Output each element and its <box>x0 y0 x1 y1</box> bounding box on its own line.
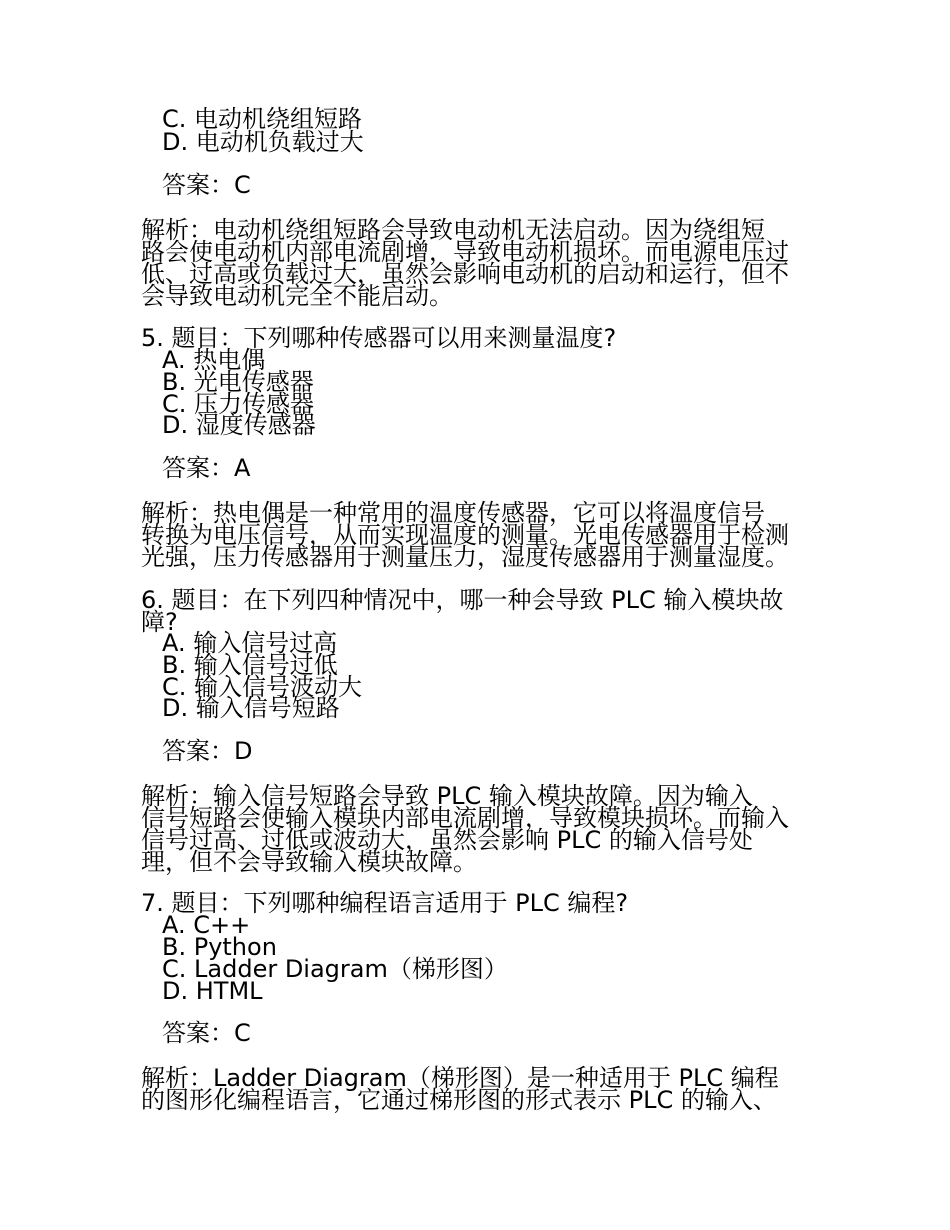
analysis-line: 解析：输入信号短路会导致 PLC 输入模块故障。因为输入 <box>141 782 753 810</box>
question-title-line: 障? <box>141 608 178 636</box>
analysis-line: 信号短路会使输入模块内部电流剧增，导致模块损坏。而输入 <box>141 804 789 832</box>
option-d: D. 电动机负载过大 <box>162 128 364 156</box>
option-d: D. 湿度传感器 <box>162 411 316 439</box>
option-c: C. 输入信号波动大 <box>162 673 363 701</box>
analysis-line: 低、过高或负载过大，虽然会影响电动机的启动和运行，但不 <box>141 260 789 288</box>
analysis-line: 的图形化编程语言，它通过梯形图的形式表示 PLC 的输入、 <box>141 1086 777 1114</box>
option-b: B. 光电传感器 <box>162 368 314 396</box>
option-d: D. HTML <box>162 977 263 1005</box>
analysis-line: 解析：Ladder Diagram（梯形图）是一种适用于 PLC 编程 <box>141 1064 779 1092</box>
question-title: 7. 题目：下列哪种编程语言适用于 PLC 编程? <box>141 889 629 917</box>
answer: 答案：C <box>162 1019 251 1047</box>
analysis <box>141 1064 821 1114</box>
question-title: 5. 题目：下列哪种传感器可以用来测量温度? <box>141 324 617 352</box>
option-a: A. 输入信号过高 <box>162 629 338 657</box>
analysis-line: 信号过高、过低或波动大，虽然会影响 PLC 的输入信号处 <box>141 826 753 854</box>
option-d: D. 输入信号短路 <box>162 694 340 722</box>
option-a: A. 热电偶 <box>162 346 266 374</box>
option-c: C. Ladder Diagram（梯形图） <box>162 955 508 983</box>
answer: 答案：A <box>162 454 251 482</box>
answer: 答案：C <box>162 171 251 199</box>
analysis <box>141 499 821 571</box>
analysis-line: 路会使电动机内部电流剧增，导致电动机损坏。而电源电压过 <box>141 238 789 266</box>
analysis-line: 会导致电动机完全不能启动。 <box>141 282 453 310</box>
option-b: B. Python <box>162 933 277 961</box>
analysis-line: 解析：电动机绕组短路会导致电动机无法启动。因为绕组短 <box>141 216 765 244</box>
analysis <box>141 216 821 310</box>
question-title-line: 6. 题目：在下列四种情况中，哪一种会导致 PLC 输入模块故 <box>141 586 784 614</box>
answer: 答案：D <box>162 737 253 765</box>
analysis-line: 转换为电压信号，从而实现温度的测量。光电传感器用于检测 <box>141 521 789 549</box>
option-b: B. 输入信号过低 <box>162 651 338 679</box>
option-c: C. 压力传感器 <box>162 390 315 418</box>
question-title <box>141 586 821 636</box>
analysis <box>141 782 821 876</box>
analysis-line: 光强，压力传感器用于测量压力，湿度传感器用于测量湿度。 <box>141 543 789 571</box>
analysis-line: 理，但不会导致输入模块故障。 <box>141 848 477 876</box>
option-a: A. C++ <box>162 911 251 939</box>
option-c: C. 电动机绕组短路 <box>162 105 363 133</box>
analysis-line: 解析：热电偶是一种常用的温度传感器，它可以将温度信号 <box>141 499 765 527</box>
